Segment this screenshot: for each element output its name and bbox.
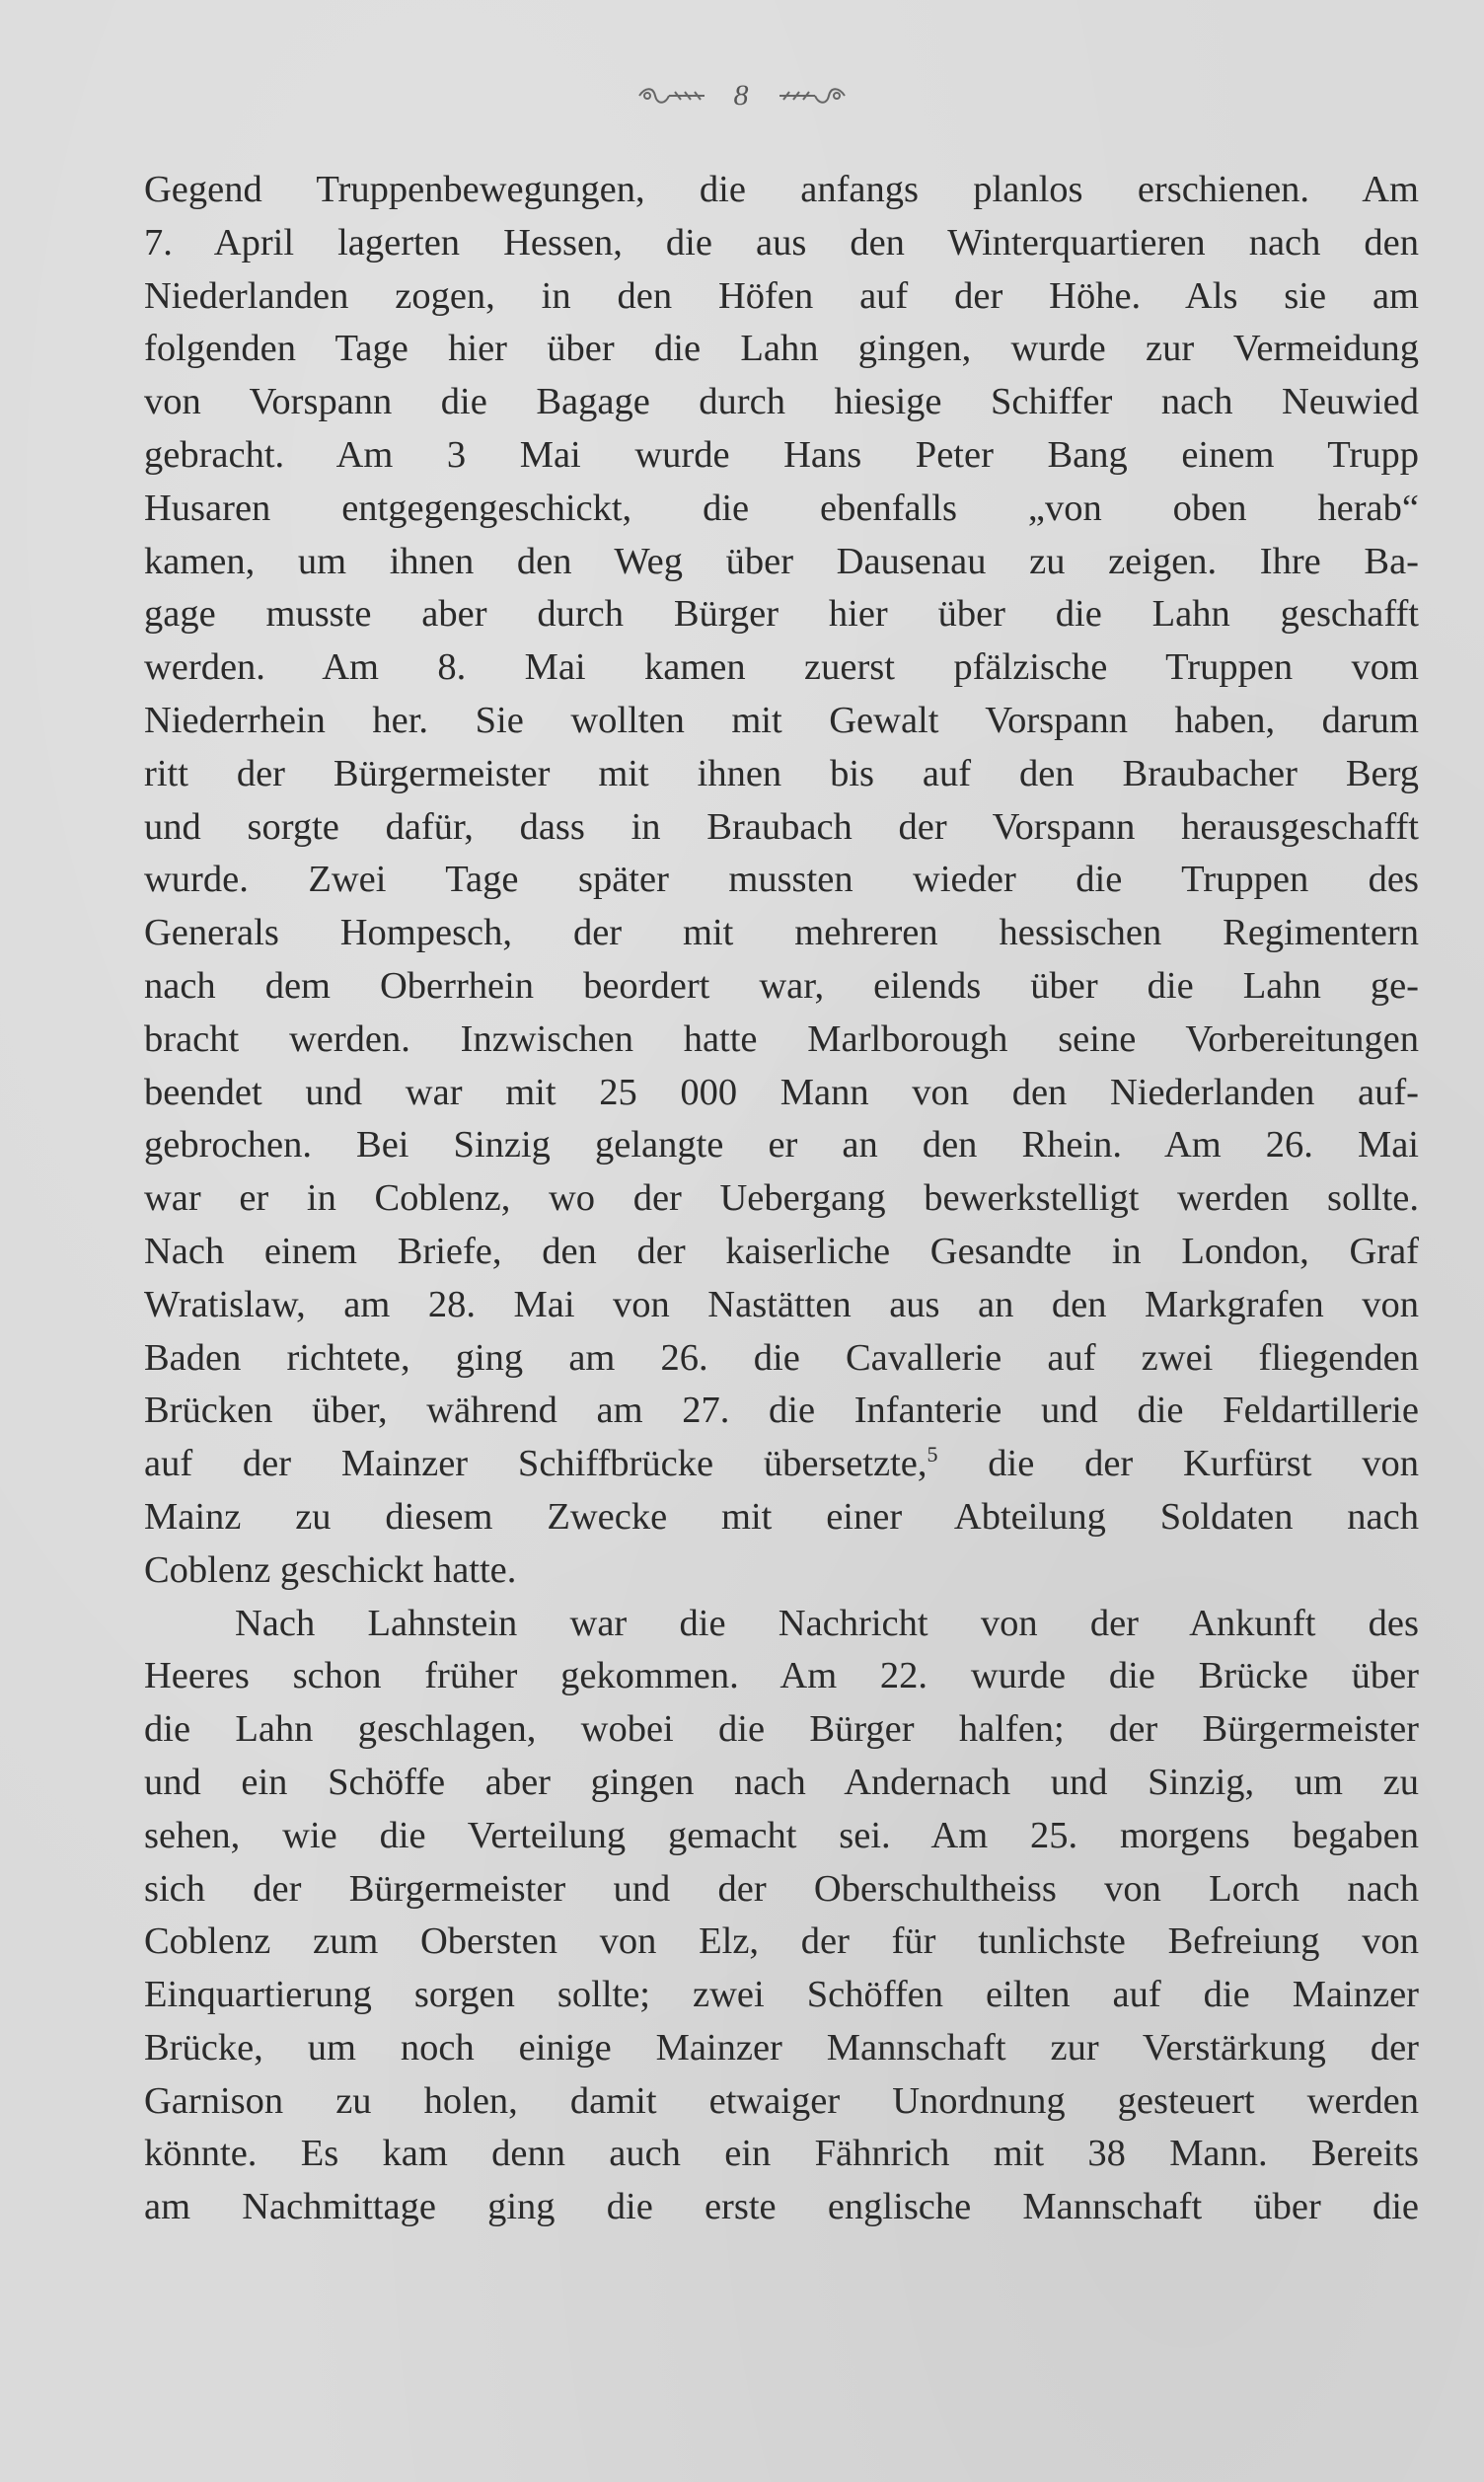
text-line-start: auf der Mainzer Schiffbrücke übersetzte, bbox=[144, 1443, 928, 1485]
text-line: Einquartierung sorgen sollte; zwei Schöffen eilten auf die Mainzer bbox=[144, 1974, 1419, 2016]
text-line: 7. April lagerten Hessen, die aus den Winterquartieren nach den bbox=[144, 221, 1419, 263]
text-line: und sorgte dafür, dass in Braubach der Vorspann herausgeschafft bbox=[144, 805, 1419, 848]
text-line: ritt der Bürgermeister mit ihnen bis auf den Braubacher Berg bbox=[144, 752, 1419, 794]
text-line: folgenden Tage hier über die Lahn gingen, wurde zur Vermeidung bbox=[144, 328, 1419, 370]
text-line: Heeres schon früher gekommen. Am 22. wurde die Brücke über bbox=[144, 1655, 1419, 1697]
footnote-marker: 5 bbox=[927, 1442, 938, 1467]
text-line-end: die der Kurfürst von bbox=[937, 1443, 1419, 1485]
text-line: am Nachmittage ging die erste englische Mannschaft über die bbox=[144, 2186, 1419, 2228]
ornament-left-icon bbox=[635, 85, 708, 107]
text-line: sich der Bürgermeister und der Oberschultheiss von Lorch nach bbox=[144, 1867, 1419, 1910]
text-line: Mainz zu diesem Zwecke mit einer Abteilung Soldaten nach bbox=[144, 1495, 1419, 1538]
text-line: könnte. Es kam denn auch ein Fähnrich mit 38 Mann. Bereits bbox=[144, 2133, 1419, 2175]
text-line: Niederlanden zogen, in den Höfen auf der Höhe. Als sie am bbox=[144, 274, 1419, 317]
page-header bbox=[0, 77, 1484, 113]
text-line: Gegend Truppenbewegungen, die anfangs planlos erschienen. Am bbox=[144, 169, 1419, 210]
text-line: war er in Coblenz, wo der Uebergang bewerkstelligt werden sollte. bbox=[144, 1177, 1419, 1220]
text-line: Garnison zu holen, damit etwaiger Unordnung gesteuert werden bbox=[144, 2079, 1419, 2122]
text-line: und ein Schöffe aber gingen nach Andernach und Sinzig, um zu bbox=[144, 1761, 1419, 1803]
text-line: Niederrhein her. Sie wollten mit Gewalt Vorspann haben, darum bbox=[144, 699, 1419, 741]
text-line: Coblenz geschickt hatte. bbox=[144, 1548, 517, 1591]
text-line-with-footnote bbox=[144, 1438, 1419, 1491]
text-line: Nach einem Briefe, den der kaiserliche Gesandte in London, Graf bbox=[144, 1230, 1419, 1272]
body-text bbox=[144, 164, 1419, 2234]
text-line: gage musste aber durch Bürger hier über die Lahn geschafft bbox=[144, 593, 1419, 636]
text-line: Brücke, um noch einige Mainzer Mannschaft zur Verstärkung der bbox=[144, 2026, 1419, 2068]
text-line: beendet und war mit 25 000 Mann von den Niederlanden auf- bbox=[144, 1071, 1419, 1113]
text-line: Brücken über, während am 27. die Infanterie und die Feldartillerie bbox=[144, 1390, 1419, 1432]
text-line: gebracht. Am 3 Mai wurde Hans Peter Bang einem Trupp bbox=[144, 433, 1419, 476]
text-line: Coblenz zum Obersten von Elz, der für tunlichste Befreiung von bbox=[144, 1920, 1419, 1963]
page-number: 8 bbox=[733, 79, 751, 113]
text-line-paragraph-start: Nach Lahnstein war die Nachricht von der Ankunft des bbox=[235, 1602, 1419, 1644]
text-line: wurde. Zwei Tage später mussten wieder die Truppen des bbox=[144, 859, 1419, 901]
text-line: von Vorspann die Bagage durch hiesige Schiffer nach Neuwied bbox=[144, 381, 1419, 423]
text-line: gebrochen. Bei Sinzig gelangte er an den Rhein. Am 26. Mai bbox=[144, 1124, 1419, 1166]
ornament-right-icon bbox=[776, 85, 849, 107]
text-line: Generals Hompesch, der mit mehreren hessischen Regimentern bbox=[144, 912, 1419, 954]
text-line: sehen, wie die Verteilung gemacht sei. Am 25. morgens begaben bbox=[144, 1814, 1419, 1856]
text-line: kamen, um ihnen den Weg über Dausenau zu zeigen. Ihre Ba- bbox=[144, 540, 1419, 582]
text-line: Wratislaw, am 28. Mai von Nastätten aus an den Markgrafen von bbox=[144, 1283, 1419, 1325]
text-line: die Lahn geschlagen, wobei die Bürger halfen; der Bürgermeister bbox=[144, 1708, 1419, 1751]
text-line: Husaren entgegengeschickt, die ebenfalls „von oben herab“ bbox=[144, 487, 1419, 529]
text-line: nach dem Oberrhein beordert war, eilends über die Lahn ge- bbox=[144, 964, 1419, 1007]
text-line: werden. Am 8. Mai kamen zuerst pfälzische Truppen vom bbox=[144, 646, 1419, 689]
text-line: Baden richtete, ging am 26. die Cavallerie auf zwei fliegenden bbox=[144, 1336, 1419, 1379]
text-line: bracht werden. Inzwischen hatte Marlborough seine Vorbereitungen bbox=[144, 1017, 1419, 1060]
